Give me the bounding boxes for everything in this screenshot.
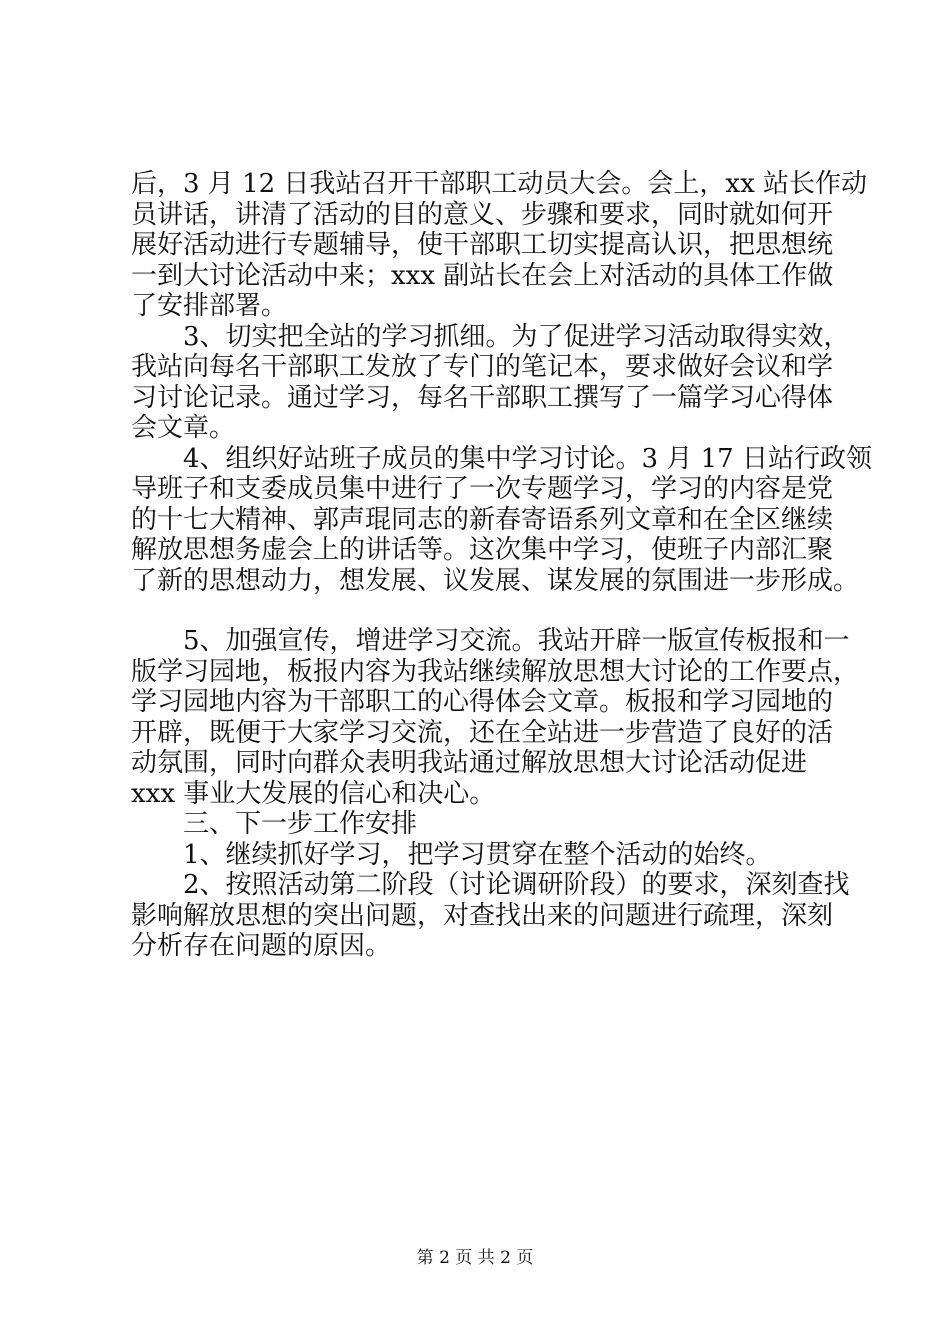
text-line: 了新的思想动力，想发展、议发展、谋发展的氛围进一步形成。	[131, 565, 860, 596]
text-line: 版学习园地，板报内容为我站继续解放思想大讨论的工作要点，	[131, 656, 860, 687]
text-line: 的十七大精神、郭声琨同志的新春寄语系列文章和在全区继续	[131, 504, 834, 535]
text-line: 解放思想务虚会上的讲话等。这次集中学习，使班子内部汇聚	[131, 535, 834, 565]
text-line: 会文章。	[131, 413, 236, 443]
text-line: 影响解放思想的突出问题，对查找出来的问题进行疏理，深刻	[131, 900, 834, 931]
document-body	[131, 169, 872, 962]
text-line: 习讨论记录。通过学习，每名干部职工撰写了一篇学习心得体	[131, 382, 834, 413]
paragraph-start-line: 1、继续抓好学习，把学习贯穿在整个活动的始终。	[183, 839, 772, 870]
text-line: 学习园地内容为干部职工的心得体会文章。板报和学习园地的	[131, 687, 834, 717]
section-heading: 三、下一步工作安排	[183, 809, 418, 839]
paragraph-start-line: 4、组织好站班子成员的集中学习讨论。3 月 17 日站行政领	[183, 443, 872, 474]
text-line: 我站向每名干部职工发放了专门的笔记本，要求做好会议和学	[131, 352, 834, 382]
text-line: 了安排部署。	[131, 291, 288, 321]
page-footer: 第 2 页 共 2 页	[416, 1248, 534, 1268]
paragraph-start-line: 3、切实把全站的学习抓细。为了促进学习活动取得实效，	[183, 321, 850, 352]
text-line: 一到大讨论活动中来；xxx 副站长在会上对活动的具体工作做	[131, 260, 834, 291]
paragraph-gap	[131, 596, 853, 626]
text-line: 分析存在问题的原因。	[131, 931, 392, 961]
paragraph-start-line: 2、按照活动第二阶段（讨论调研阶段）的要求，深刻查找	[183, 870, 850, 900]
text-line: 开辟，既便于大家学习交流，还在全站进一步营造了良好的活	[131, 717, 834, 748]
paragraph-start-line: 5、加强宣传，增进学习交流。我站开辟一版宣传板报和一	[183, 626, 850, 656]
text-line: 后，3 月 12 日我站召开干部职工动员大会。会上，xx 站长作动	[131, 169, 868, 199]
text-line: 动氛围，同时向群众表明我站通过解放思想大讨论活动促进	[131, 748, 808, 778]
text-line: 导班子和支委成员集中进行了一次专题学习，学习的内容是党	[131, 474, 834, 504]
text-line: 展好活动进行专题辅导，使干部职工切实提高认识，把思想统	[131, 230, 834, 260]
text-line: 员讲话，讲清了活动的目的意义、步骤和要求，同时就如何开	[131, 199, 834, 230]
text-line: xxx 事业大发展的信心和决心。	[131, 778, 496, 809]
